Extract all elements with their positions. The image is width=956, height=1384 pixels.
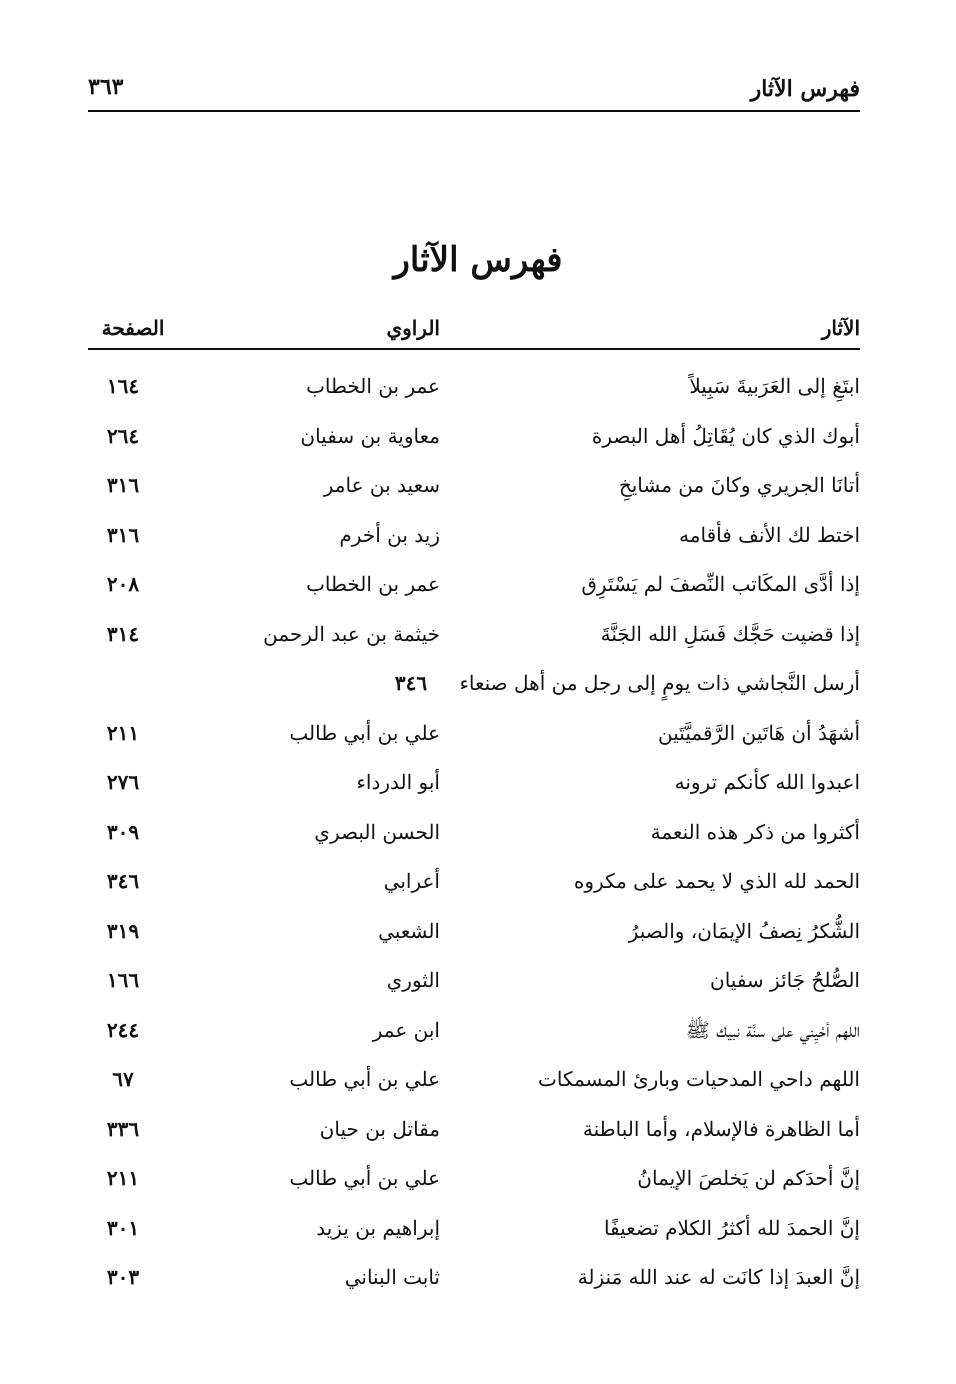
entry-rawi: الشعبي	[378, 918, 440, 943]
entry-athar-inline	[395, 671, 860, 695]
index-entry	[88, 962, 860, 1012]
entry-page: ٦٧	[112, 1067, 134, 1091]
index-entry	[88, 764, 860, 814]
entry-rawi: الحسن البصري	[314, 819, 440, 844]
entry-athar: اعبدوا الله كأنكم ترونه	[674, 770, 860, 794]
entry-athar: الشُّكرُ نِصفُ الإيمَان، والصبرُ	[628, 918, 860, 943]
entry-page: ١٦٦	[106, 968, 140, 992]
entry-rawi: أبو الدرداء	[356, 770, 440, 794]
index-entry	[88, 1061, 860, 1111]
index-entry	[88, 913, 860, 963]
entry-rawi: ابن عمر	[372, 1017, 440, 1042]
entry-athar: اللهم داحي المدحيات وبارئ المسمكات	[538, 1067, 860, 1091]
entry-rawi: خيثمة بن عبد الرحمن	[263, 621, 440, 646]
entry-athar: اختط لك الأنف فأقامه	[679, 522, 860, 547]
entry-page: ٣١٦	[106, 473, 140, 497]
column-header-rawi: الراوي	[386, 316, 440, 340]
entry-rawi: إبراهيم بن يزيد	[316, 1215, 440, 1240]
entry-rawi: سعيد بن عامر	[323, 473, 440, 497]
index-entry	[88, 1160, 860, 1210]
page-number: ٣٦٣	[88, 74, 124, 100]
index-entry	[88, 368, 860, 418]
index-entry	[88, 1259, 860, 1309]
index-title: فهرس الآثار	[393, 240, 563, 280]
index-entry	[88, 863, 860, 913]
entry-athar: الصُّلحُ جَائز سفيان	[710, 968, 860, 992]
entry-athar: أشهَدُ أن هَاتَين الرَّقميَّتَين	[658, 720, 860, 745]
index-entry	[88, 1012, 860, 1062]
entry-rawi: مقاتل بن حيان	[319, 1116, 440, 1141]
entry-athar: اللهم أحْيِني على سنَّة نبيك ﷺ	[685, 1017, 860, 1042]
column-header-row	[88, 312, 860, 350]
entry-athar: إذا أدَّى المكَاتب النِّصفَ لم يَسْتَرِق	[581, 572, 860, 596]
entry-athar: إنَّ العبدَ إذا كانَت له عند الله مَنزلة	[577, 1265, 860, 1289]
running-header	[88, 70, 860, 112]
index-entries	[88, 368, 860, 1309]
entry-rawi: عمر بن الخطاب	[306, 572, 440, 596]
entry-page: ٣٤٦	[106, 869, 140, 893]
running-header-title: فهرس الآثار	[750, 76, 860, 102]
entry-athar-text: أرسل النَّجاشي ذات يومٍ إلى رجل من أهل صنعاء	[459, 671, 860, 695]
entry-rawi: زيد بن أخرم	[339, 522, 440, 547]
entry-athar: ابتَغِ إلى العَرَبيةَ سَبِيلاً	[689, 374, 860, 398]
entry-rawi: معاوية بن سفيان	[300, 423, 440, 448]
index-entry	[88, 814, 860, 864]
index-entry	[88, 418, 860, 468]
entry-page: ٣٠٣	[106, 1265, 140, 1289]
entry-page: ٢٤٤	[106, 1017, 140, 1042]
entry-athar: أبوك الذي كان يُقَاتِلُ أهل البصرة	[591, 423, 860, 448]
index-entry	[88, 1210, 860, 1260]
entry-athar: أكثروا من ذكر هذه النعمة	[650, 819, 860, 844]
index-entry	[88, 665, 860, 715]
entry-page: ٣١٤	[106, 621, 140, 646]
entry-athar: الحمد لله الذي لا يحمد على مكروه	[573, 869, 860, 893]
entry-rawi: ثابت البناني	[344, 1265, 440, 1289]
entry-page: ٣٠١	[106, 1215, 140, 1240]
entry-athar: إنَّ أحدَكم لن يَخلصَ الإيمانُ	[637, 1166, 860, 1190]
entry-page: ٢٧٦	[106, 770, 140, 794]
entry-rawi: علي بن أبي طالب	[289, 1166, 440, 1190]
entry-athar: أتانَا الجريري وكانَ من مشايخِ	[618, 473, 860, 497]
entry-rawi: علي بن أبي طالب	[289, 1067, 440, 1091]
index-entry	[88, 467, 860, 517]
entry-page: ٢١١	[106, 720, 140, 745]
entry-page: ٣١٩	[106, 918, 140, 943]
index-entry	[88, 715, 860, 765]
entry-page: ٢٠٨	[106, 572, 140, 596]
entry-rawi: الثوري	[386, 968, 440, 992]
column-header-athar: الآثار	[821, 316, 860, 340]
entry-page: ٣١٦	[106, 522, 140, 547]
entry-page: ١٦٤	[106, 374, 140, 398]
entry-athar: إنَّ الحمدَ لله أكثرُ الكلام تضعيفًا	[603, 1215, 860, 1240]
entry-page: ٢٦٤	[106, 423, 140, 448]
entry-page-inline: ٣٤٦	[394, 671, 428, 695]
entry-athar: إذا قضيت حَجَّك فَسَلِ الله الجَنَّةَ	[600, 621, 860, 646]
column-header-page: الصفحة	[101, 316, 165, 340]
entry-page: ٢١١	[106, 1166, 140, 1190]
entry-athar: أما الظاهرة فالإسلام، وأما الباطنة	[582, 1116, 860, 1141]
entry-rawi: أعرابي	[383, 869, 440, 893]
entry-page: ٣٠٩	[106, 819, 140, 844]
entry-rawi: علي بن أبي طالب	[289, 720, 440, 745]
entry-page: ٣٣٦	[106, 1116, 140, 1141]
index-entry	[88, 616, 860, 666]
entry-rawi: عمر بن الخطاب	[306, 374, 440, 398]
index-entry	[88, 517, 860, 567]
index-entry	[88, 1111, 860, 1161]
index-entry	[88, 566, 860, 616]
